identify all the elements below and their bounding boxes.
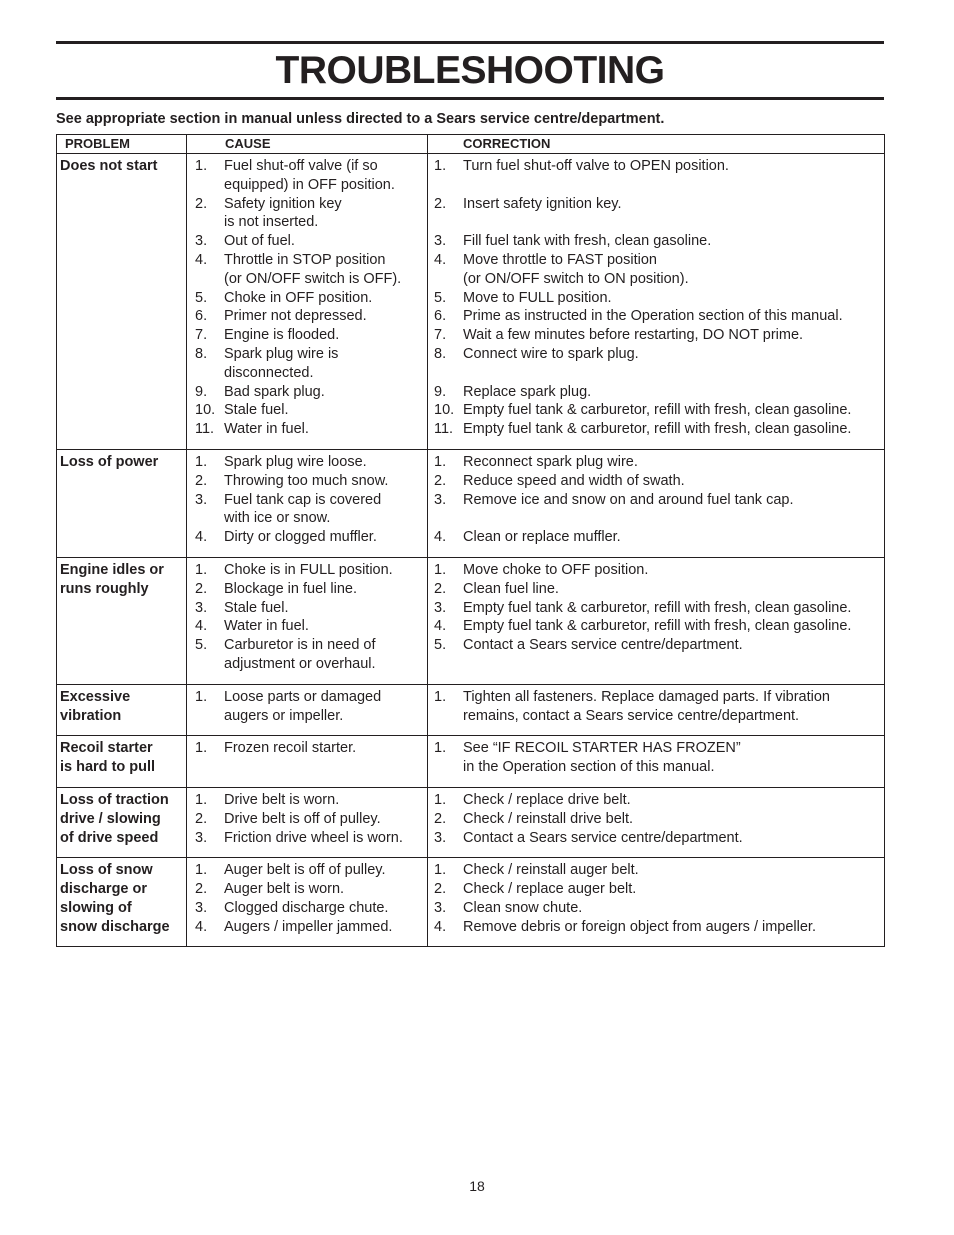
table-body	[57, 154, 885, 947]
problem-text-line: snow discharge	[60, 918, 170, 935]
problem-cell	[57, 154, 187, 450]
cause-item	[187, 880, 427, 899]
cause-item	[187, 528, 427, 547]
correction-item	[428, 861, 884, 880]
item-text-line	[463, 213, 884, 232]
correction-item	[428, 739, 884, 777]
item-text-line: Dirty or clogged muffler.	[224, 529, 377, 546]
correction-item	[428, 918, 884, 937]
item-number: 3.	[434, 491, 447, 508]
item-number: 1.	[195, 158, 208, 174]
cause-cell	[187, 449, 428, 557]
cause-item	[187, 810, 427, 829]
item-number: 2.	[434, 195, 447, 212]
problem-text-line: Excessive	[60, 688, 131, 705]
item-text-line: (or ON/OFF switch to ON position).	[463, 270, 689, 287]
item-text-line: Fill fuel tank with fresh, clean gasoline.	[463, 233, 712, 250]
correction-list	[428, 791, 884, 847]
item-number: 11.	[195, 421, 215, 438]
problem-text-line: discharge or	[60, 881, 148, 898]
item-number: 7.	[195, 327, 208, 344]
cause-item	[187, 472, 427, 491]
problem-text-line: vibration	[60, 707, 122, 724]
item-number: 6.	[195, 308, 208, 325]
item-text-line: Empty fuel tank & carburetor, refill with fresh, clean gasoline.	[463, 402, 852, 419]
item-text-line: Move choke to OFF position.	[463, 561, 649, 578]
item-number: 4.	[195, 529, 208, 546]
correction-list	[428, 157, 884, 439]
item-text-line: Throwing too much snow.	[224, 472, 389, 489]
correction-item	[428, 195, 884, 233]
cause-cell	[187, 557, 428, 684]
cause-item	[187, 829, 427, 848]
item-number: 9.	[434, 383, 447, 400]
item-text-line: Tighten all fasteners. Replace damaged parts. If vibration	[463, 688, 830, 705]
item-number: 1.	[195, 791, 208, 808]
correction-item	[428, 401, 884, 420]
table-row	[57, 736, 885, 788]
cause-list	[187, 688, 427, 726]
item-number: 1.	[434, 561, 447, 578]
table-row	[57, 787, 885, 857]
correction-item	[428, 232, 884, 251]
cause-item	[187, 195, 427, 233]
item-text-line: Contact a Sears service centre/department.	[463, 637, 743, 654]
page-number: 18	[469, 1178, 485, 1194]
item-number: 3.	[434, 599, 447, 616]
item-number: 8.	[434, 345, 447, 362]
item-text-line: Reconnect spark plug wire.	[463, 453, 638, 470]
instruction-text: See appropriate section in manual unless directed to a Sears service centre/department.	[56, 111, 665, 127]
problem-cell	[57, 557, 187, 684]
item-text-line: Move to FULL position.	[463, 289, 612, 306]
cause-cell	[187, 858, 428, 947]
table-row	[57, 557, 885, 684]
item-number: 3.	[195, 491, 208, 508]
item-number: 2.	[195, 195, 208, 212]
problem-cell	[57, 736, 187, 788]
item-text-line: (or ON/OFF switch is OFF).	[224, 270, 402, 287]
correction-cell	[428, 736, 885, 788]
item-text-line: Frozen recoil starter.	[224, 740, 357, 757]
item-text-line: Reduce speed and width of swath.	[463, 472, 685, 489]
item-text-line: Insert safety ignition key.	[463, 195, 622, 212]
item-number: 2.	[195, 580, 208, 597]
item-number: 5.	[195, 637, 208, 654]
item-text-line: Auger belt is off of pulley.	[224, 862, 386, 879]
item-text-line	[463, 509, 884, 528]
correction-cell	[428, 154, 885, 450]
item-number: 4.	[434, 251, 447, 268]
cause-cell	[187, 787, 428, 857]
item-number: 4.	[195, 918, 208, 935]
cause-item	[187, 420, 427, 439]
item-number: 3.	[434, 233, 447, 250]
item-number: 2.	[195, 810, 208, 827]
item-number: 1.	[434, 791, 447, 808]
title-underline-rule	[56, 97, 884, 100]
cause-item	[187, 688, 427, 726]
troubleshooting-table	[56, 134, 885, 947]
item-text-line: Choke is in FULL position.	[224, 561, 393, 578]
correction-item	[428, 420, 884, 439]
cause-item	[187, 383, 427, 402]
cause-item	[187, 157, 427, 195]
item-text-line: Loose parts or damaged	[224, 688, 382, 705]
item-number: 5.	[434, 289, 447, 306]
item-text-line: Safety ignition key	[224, 195, 342, 212]
item-text-line	[463, 176, 884, 195]
item-text-line: is not inserted.	[224, 214, 319, 231]
item-number: 11.	[434, 421, 454, 438]
cause-item	[187, 307, 427, 326]
item-text-line: Fuel shut-off valve (if so	[224, 158, 378, 174]
correction-item	[428, 880, 884, 899]
item-number: 2.	[195, 881, 208, 898]
item-number: 7.	[434, 327, 447, 344]
correction-cell	[428, 449, 885, 557]
item-text-line: Clean or replace muffler.	[463, 529, 621, 546]
cause-item	[187, 491, 427, 529]
problem-text-line: of drive speed	[60, 829, 159, 846]
item-number: 3.	[195, 899, 208, 916]
problem-text-line: Recoil starter	[60, 740, 153, 757]
correction-item	[428, 307, 884, 326]
correction-item	[428, 528, 884, 547]
item-number: 1.	[195, 740, 208, 757]
item-text-line: with ice or snow.	[224, 510, 331, 527]
cause-item	[187, 599, 427, 618]
item-number: 1.	[195, 561, 208, 578]
correction-item	[428, 383, 884, 402]
item-number: 2.	[434, 810, 447, 827]
problem-text-line: runs roughly	[60, 580, 149, 597]
cause-list	[187, 453, 427, 547]
cause-item	[187, 453, 427, 472]
correction-item	[428, 617, 884, 636]
correction-item	[428, 561, 884, 580]
cause-item	[187, 232, 427, 251]
item-text-line: adjustment or overhaul.	[224, 655, 376, 672]
item-text-line: Move throttle to FAST position	[463, 251, 657, 268]
cause-item	[187, 861, 427, 880]
correction-item	[428, 157, 884, 195]
item-number: 9.	[195, 383, 208, 400]
item-text-line: Water in fuel.	[224, 618, 309, 635]
cause-item	[187, 636, 427, 674]
item-text-line: Clean fuel line.	[463, 580, 559, 597]
correction-item	[428, 688, 884, 726]
cause-item	[187, 345, 427, 383]
item-number: 1.	[434, 862, 447, 879]
item-number: 3.	[195, 829, 208, 846]
item-number: 3.	[195, 599, 208, 616]
item-text-line: equipped) in OFF position.	[224, 176, 395, 193]
item-text-line: Connect wire to spark plug.	[463, 345, 639, 362]
cause-item	[187, 617, 427, 636]
cause-list	[187, 791, 427, 847]
item-text-line: Stale fuel.	[224, 402, 289, 419]
table-row	[57, 449, 885, 557]
correction-item	[428, 453, 884, 472]
cause-cell	[187, 154, 428, 450]
item-text-line: Clean snow chute.	[463, 899, 583, 916]
cause-item	[187, 580, 427, 599]
item-number: 10.	[195, 402, 216, 419]
problem-text-line: Loss of power	[60, 453, 159, 470]
item-number: 3.	[434, 829, 447, 846]
item-text-line: Choke in OFF position.	[224, 289, 373, 306]
problem-text-line: is hard to pull	[60, 759, 156, 776]
item-text-line: Bad spark plug.	[224, 383, 325, 400]
problem-text-line: Does not start	[60, 158, 158, 174]
cause-item	[187, 326, 427, 345]
item-text-line: Blockage in fuel line.	[224, 580, 357, 597]
header-cause: CAUSE	[187, 135, 428, 154]
correction-cell	[428, 787, 885, 857]
item-text-line: Stale fuel.	[224, 599, 289, 616]
item-text-line: Remove debris or foreign object from augers / impeller.	[463, 918, 816, 935]
cause-item	[187, 251, 427, 289]
correction-item	[428, 791, 884, 810]
correction-list	[428, 561, 884, 655]
item-number: 2.	[195, 472, 208, 489]
item-number: 5.	[195, 289, 208, 306]
item-text-line: Fuel tank cap is covered	[224, 491, 382, 508]
item-text-line: in the Operation section of this manual.	[463, 759, 715, 776]
correction-item	[428, 472, 884, 491]
problem-text-line: slowing of	[60, 899, 132, 916]
item-text-line: Clogged discharge chute.	[224, 899, 389, 916]
cause-list	[187, 739, 427, 758]
correction-item	[428, 580, 884, 599]
item-text-line: Remove ice and snow on and around fuel tank cap.	[463, 491, 794, 508]
item-number: 10.	[434, 402, 455, 419]
correction-list	[428, 861, 884, 936]
item-number: 1.	[434, 453, 447, 470]
item-text-line: Check / reinstall drive belt.	[463, 810, 634, 827]
cause-cell	[187, 736, 428, 788]
item-number: 5.	[434, 637, 447, 654]
item-number: 1.	[195, 862, 208, 879]
problem-cell	[57, 858, 187, 947]
item-text-line: Water in fuel.	[224, 421, 309, 438]
item-text-line: Check / reinstall auger belt.	[463, 862, 639, 879]
item-text-line: Empty fuel tank & carburetor, refill with fresh, clean gasoline.	[463, 599, 852, 616]
item-text-line: Replace spark plug.	[463, 383, 592, 400]
item-text-line: Friction drive wheel is worn.	[224, 829, 403, 846]
item-text-line: Carburetor is in need of	[224, 637, 376, 654]
item-number: 4.	[195, 251, 208, 268]
item-number: 3.	[434, 899, 447, 916]
problem-text-line: Engine idles or	[60, 561, 164, 578]
item-number: 4.	[434, 618, 447, 635]
correction-cell	[428, 858, 885, 947]
item-number: 2.	[434, 580, 447, 597]
table-row	[57, 154, 885, 450]
item-text-line: Drive belt is worn.	[224, 791, 340, 808]
problem-text-line: drive / slowing	[60, 810, 161, 827]
cause-item	[187, 289, 427, 308]
item-text-line: Spark plug wire loose.	[224, 453, 367, 470]
item-text-line: Contact a Sears service centre/department.	[463, 829, 743, 846]
table-header-row	[57, 135, 885, 154]
cause-cell	[187, 684, 428, 736]
cause-list	[187, 157, 427, 439]
problem-cell	[57, 449, 187, 557]
item-number: 8.	[195, 345, 208, 362]
item-text-line: Throttle in STOP position	[224, 251, 386, 268]
item-text-line: Auger belt is worn.	[224, 881, 345, 898]
correction-list	[428, 739, 884, 777]
cause-item	[187, 899, 427, 918]
item-text-line: remains, contact a Sears service centre/department.	[463, 707, 800, 724]
correction-item	[428, 899, 884, 918]
item-text-line: Wait a few minutes before restarting, DO NOT prime.	[463, 327, 804, 344]
correction-cell	[428, 684, 885, 736]
correction-item	[428, 491, 884, 529]
item-text-line: Augers / impeller jammed.	[224, 918, 393, 935]
cause-list	[187, 861, 427, 936]
item-number: 1.	[434, 740, 447, 757]
item-text-line: Prime as instructed in the Operation section of this manual.	[463, 308, 843, 325]
correction-list	[428, 453, 884, 547]
item-number: 3.	[195, 233, 208, 250]
correction-item	[428, 289, 884, 308]
item-text-line	[463, 364, 884, 383]
item-text-line: disconnected.	[224, 364, 314, 381]
correction-item	[428, 636, 884, 655]
item-text-line: Check / replace auger belt.	[463, 881, 637, 898]
cause-item	[187, 739, 427, 758]
item-number: 4.	[434, 529, 447, 546]
item-number: 4.	[195, 618, 208, 635]
item-number: 4.	[434, 918, 447, 935]
item-text-line: Empty fuel tank & carburetor, refill with fresh, clean gasoline.	[463, 618, 852, 635]
item-number: 1.	[434, 688, 447, 705]
item-text-line: Turn fuel shut-off valve to OPEN position.	[463, 158, 729, 174]
table-row	[57, 858, 885, 947]
correction-item	[428, 326, 884, 345]
correction-cell	[428, 557, 885, 684]
cause-item	[187, 918, 427, 937]
item-number: 1.	[195, 688, 208, 705]
item-number: 2.	[434, 881, 447, 898]
cause-item	[187, 401, 427, 420]
item-number: 1.	[434, 158, 447, 174]
correction-item	[428, 345, 884, 383]
problem-text-line: Loss of snow	[60, 862, 153, 879]
correction-list	[428, 688, 884, 726]
problem-text-line: Loss of traction	[60, 791, 169, 808]
cause-list	[187, 561, 427, 674]
item-text-line: Empty fuel tank & carburetor, refill with fresh, clean gasoline.	[463, 421, 852, 438]
item-text-line: Out of fuel.	[224, 233, 295, 250]
item-text-line: Check / replace drive belt.	[463, 791, 631, 808]
table-row	[57, 684, 885, 736]
item-text-line: Drive belt is off of pulley.	[224, 810, 381, 827]
item-text-line: augers or impeller.	[224, 707, 344, 724]
item-number: 1.	[195, 453, 208, 470]
header-problem: PROBLEM	[57, 135, 187, 154]
correction-item	[428, 251, 884, 289]
correction-item	[428, 810, 884, 829]
correction-item	[428, 599, 884, 618]
correction-item	[428, 829, 884, 848]
cause-item	[187, 561, 427, 580]
item-text-line: Engine is flooded.	[224, 327, 340, 344]
problem-cell	[57, 684, 187, 736]
item-number: 2.	[434, 472, 447, 489]
item-text-line: Primer not depressed.	[224, 308, 367, 325]
cause-item	[187, 791, 427, 810]
item-text-line: See “IF RECOIL STARTER HAS FROZEN”	[463, 740, 741, 757]
page-title: TROUBLESHOOTING	[275, 49, 665, 92]
problem-cell	[57, 787, 187, 857]
item-text-line: Spark plug wire is	[224, 345, 339, 362]
top-rule	[56, 41, 884, 44]
header-correction: CORRECTION	[428, 135, 885, 154]
item-number: 6.	[434, 308, 447, 325]
